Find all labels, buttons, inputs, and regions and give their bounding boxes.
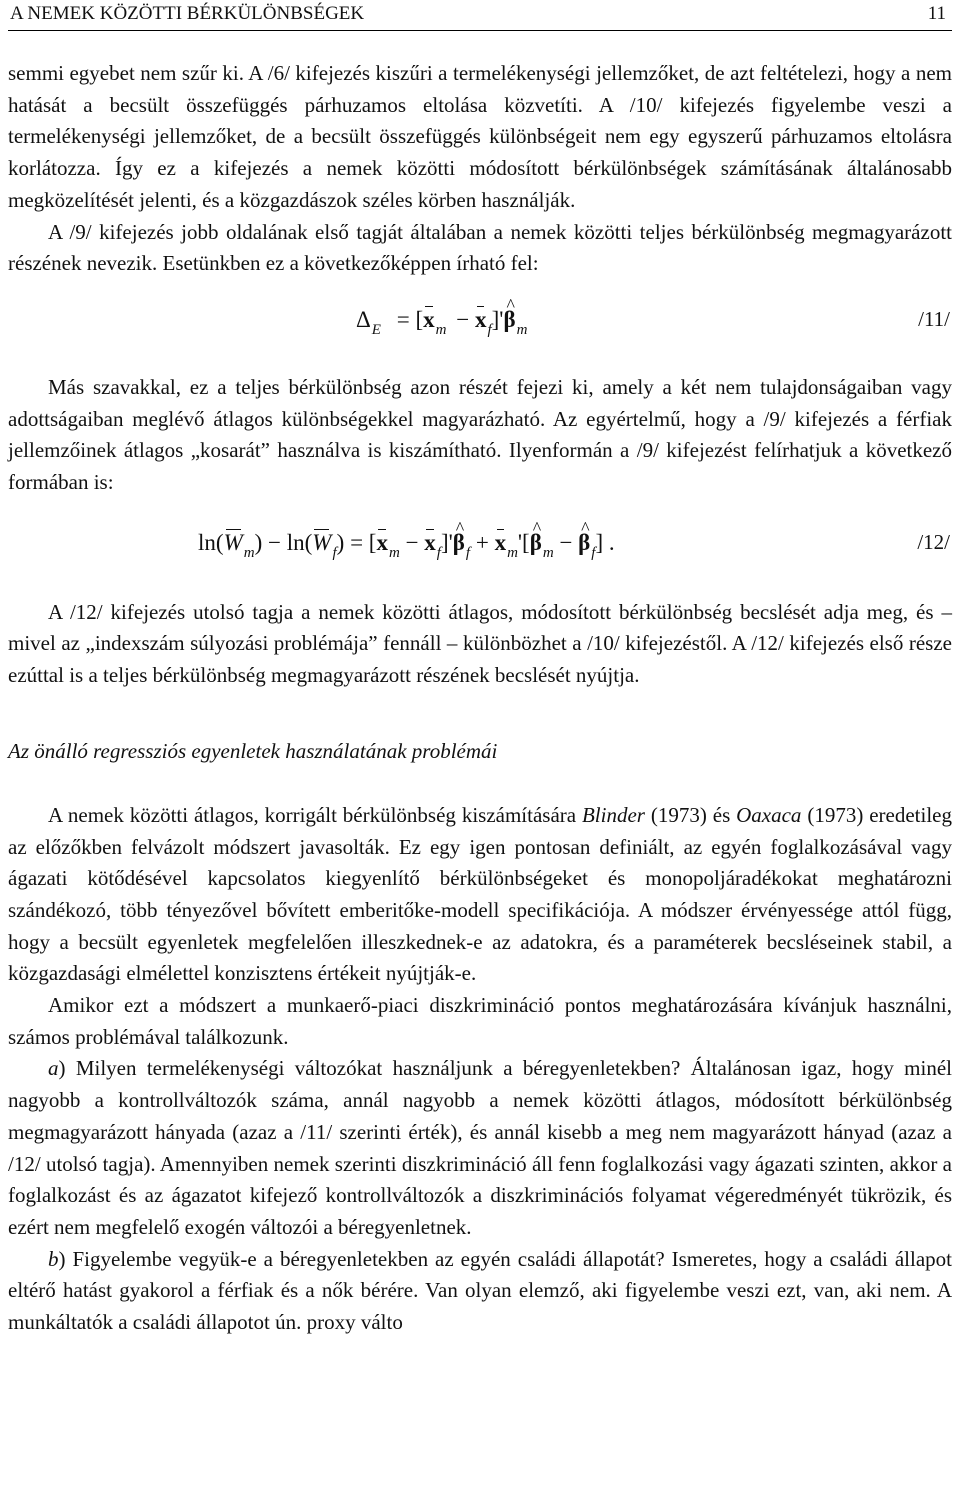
citation-blinder: Blinder xyxy=(581,802,645,827)
equation-12 xyxy=(8,499,952,597)
paragraph-6: Amikor ezt a módszert a munkaerő-piaci diszkrimináció pontos meghatározására kívánjuk használni, számos problémával találkozunk. xyxy=(8,993,952,1049)
paragraph-4: A /12/ kifejezés utolsó tagja a nemek közötti átlagos, módosított bérkülönbség becslését adja meg, és – mivel az „indexszám súlyozási problémája” fennáll – különbözhet a /10/ kifejezéstől. A /12/ kifejezés első része ezúttal is a teljes bérkülönbség megmagyarázott részének becslését nyújtja. xyxy=(8,599,952,688)
page-header xyxy=(8,0,952,31)
running-title: A NEMEK KÖZÖTTI BÉRKÜLÖNBSÉGEK xyxy=(10,3,365,24)
paragraph-7: a) Milyen termelékenységi változókat használjunk a béregyenletekben? Általánosan igaz, hogy minél nagyobb a kontrollváltozók száma, annál nagyobb a nemek közötti átlagos, módosított bérkülönbség megmagyarázott hányada (azaz a /11/ szerinti érték), és annál kisebb a meg nem magyarázott hányad (azaz a /12/ utolsó tagja). Amennyiben nemek szerinti diszkrimináció áll fenn foglalkozási vagy ágazati szinten, akkor a foglalkozást és az ágazatot kifejező kontrollváltozók a diszkriminációs folyamat végeredményét tükrözik, és ezért nem megfelelő exogén változói a béregyenletnek. xyxy=(8,1056,952,1239)
paragraph-5: A nemek közötti átlagos, korrigált bérkülönbség kiszámítására Blinder (1973) és Oaxaca (1973) eredetileg az előzőkben felvázolt módszert javasolták. Ez egy igen pontosan definiált, az egyén foglalkozásával vagy ágazati kötődésével kapcsolatos kiegyenlítő bérkülönbségeket és monopoljáradékokat meghatározni szándékozó, több tényezővel bővített emberitőke-modell specifikációja. A módszer érvényessége attól függ, hogy a becsült egyenletek megfelelően illeszkednek-e az adatokra, és a paraméterek becsléseinek stabil, a közgazdasági elmélettel konzisztens értékeit nyújtják-e. xyxy=(8,802,952,986)
equation-12-body: $\ln(W_m) - \ln(W_f) = [x_m$ − $x_f]'\^{}$ $\beta_f$ + $x_m'[\^{}$ $\beta_m$ − ^ $\beta_f$] . xyxy=(198,527,615,563)
paragraph-3: Más szavakkal, ez a teljes bérkülönbség azon részét fejezi ki, amely a két nem tulajdonságaiban vagy adottságaiban meglévő átlagos különbségekkel magyarázható. Az egyértelmű, hogy a /9/ kifejezés a férfiak jellemzőinek átlagos „kosarát” használva is kiszámítható. Ilyenformán a /9/ kifejezést felírhatjuk a következő formában is: xyxy=(8,374,952,495)
item-label-b: b xyxy=(48,1246,59,1271)
paragraph-2: A /9/ kifejezés jobb oldalának első tagját általában a nemek közötti teljes bérkülönbség megmagyarázott részének nevezik. Esetünkben ez a következőképpen írható fel: xyxy=(8,219,952,276)
equation-11-label: /11/ xyxy=(918,306,950,331)
page-number: 11 xyxy=(927,3,946,24)
item-label-a: a xyxy=(48,1056,59,1081)
page-body xyxy=(8,58,952,1339)
equation-11 xyxy=(8,280,952,372)
citation-oaxaca: Oaxaca xyxy=(736,802,802,827)
equation-12-label: /12/ xyxy=(917,529,950,554)
equation-11-body: $\Delta_E = [x_m$ − $x_f]'\^{}$ $\beta_m$ xyxy=(356,304,527,340)
paragraph-8: b) Figyelembe vegyük-e a béregyenletekben az egyén családi állapotát? Ismeretes, hogy a családi állapot eltérő hatást gyakorol a férfiak és a nők bérére. Van olyan elemző, aki figyelembe veszi ezt, van, aki nem. A munkáltatók a családi állapotot ún. proxy válto xyxy=(8,1246,952,1335)
paragraph-1: semmi egyebet nem szűr ki. A /6/ kifejezés kiszűri a termelékenységi jellemzőket, de azt feltételezi, hogy a nem hatását a becsült összefüggés párhuzamos eltolása közvetíti. A /10/ kifejezés figyelembe veszi a termelékenységi jellemzőket, de a becsült összefüggés különbségeit nem egy egyszerű párhuzamos eltolásra korlátozza. Így ez a kifejezés a nemek közötti módosított bérkülönbségek számításának általánosabb megközelítését jelenti, és a közgazdászok széles körben használják. xyxy=(8,61,952,212)
section-title: Az önálló regressziós egyenletek használatának problémái xyxy=(8,738,498,763)
